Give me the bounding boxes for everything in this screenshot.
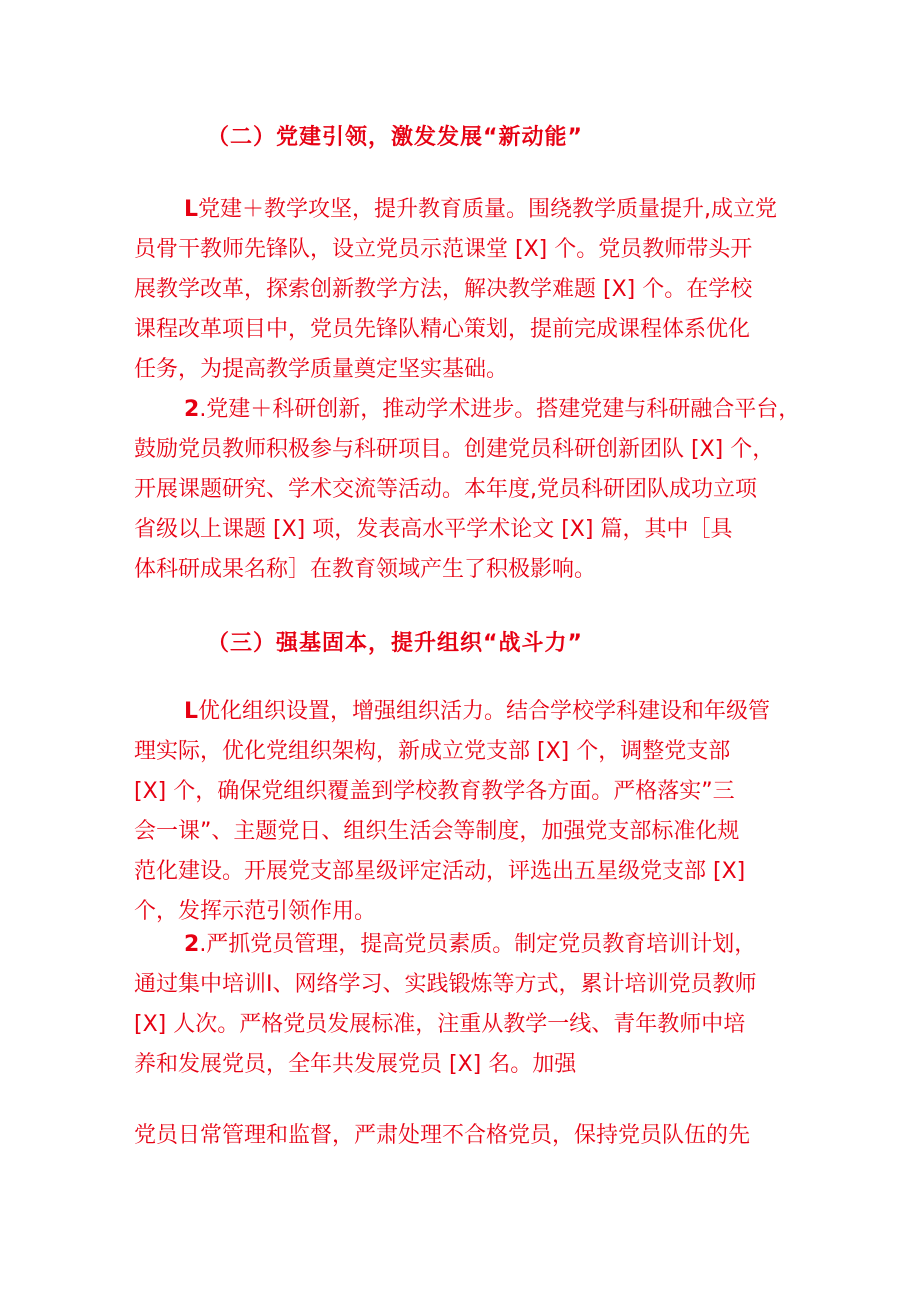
paragraph-line: 员骨干教师先锋队，设立党员示范课堂 [X] 个。党员教师带头开 [134,237,753,262]
paragraph-line: 任务，为提高教学质量奠定坚实基础。 [134,357,509,382]
paragraph-line: 养和发展党员，全年共发展党员 [X] 名。加强 [134,1052,577,1077]
paragraph-line: 2.严抓党员管理，提高党员素质。制定党员教育培训计划， [184,932,757,957]
section-3-item-1 [134,692,792,932]
item-number: 2 [184,397,200,422]
section-3-item-2 [134,925,792,1085]
section-3-continuation [134,1116,792,1156]
paragraph-line: 党员日常管理和监督，严肃处理不合格党员，保持党员队伍的先 [134,1123,751,1148]
section-2-item-2 [134,390,801,590]
paragraph-line: L优化组织设置，增强组织活力。结合学校学科建设和年级管 [184,699,771,724]
paragraph-line: 体科研成果名称］在教育领域产生了积极影响。 [134,557,597,582]
paragraph-line: 开展课题研究、学术交流等活动。本年度,党员科研团队成功立项 [134,477,757,502]
paragraph-line: 会一课”、主题党日、组织生活会等制度，加强党支部标准化规 [134,819,740,844]
paragraph-line: 理实际，优化党组织架构，新成立党支部 [X] 个，调整党支部 [134,739,731,764]
paragraph-line: 通过集中培训I、网络学习、实践锻炼等方式，累计培训党员教师 [134,972,757,997]
item-number: L [184,699,199,724]
paragraph-line: L党建＋教学攻坚，提升教育质量。围绕教学质量提升,成立党 [184,197,778,222]
section-3-heading: （三）强基固本，提升组织“战斗力” [207,631,583,656]
paragraph-line: 鼓励党员教师积极参与科研项目。创建党员科研创新团队 [X] 个， [134,437,775,462]
paragraph-line: 展教学改革，探索创新教学方法，解决教学难题 [X] 个。在学校 [134,277,753,302]
paragraph-line: [X] 人次。严格党员发展标准，注重从教学一线、青年教师中培 [134,1012,746,1037]
item-number: L [184,197,199,222]
section-2-heading: （二）党建引领，激发发展“新动能” [207,125,583,150]
paragraph-line: [X] 个，确保党组织覆盖到学校教育教学各方面。严格落实”三 [134,779,735,804]
paragraph-line: 省级以上课题 [X] 项，发表高水平学术论文 [X] 篇，其中［具 [134,517,733,542]
item-number: 2 [184,932,200,957]
paragraph-line: 2.党建＋科研创新，推动学术进步。搭建党建与科研融合平台， [184,397,801,422]
paragraph-line: 课程改革项目中，党员先锋队精心策划，提前完成课程体系优化 [134,317,751,342]
paragraph-line: 范化建设。开展党支部星级评定活动，评选出五星级党支部 [X] [134,859,746,884]
section-2-item-1 [134,190,792,390]
paragraph-line: 个，发挥示范引领作用。 [134,899,377,924]
